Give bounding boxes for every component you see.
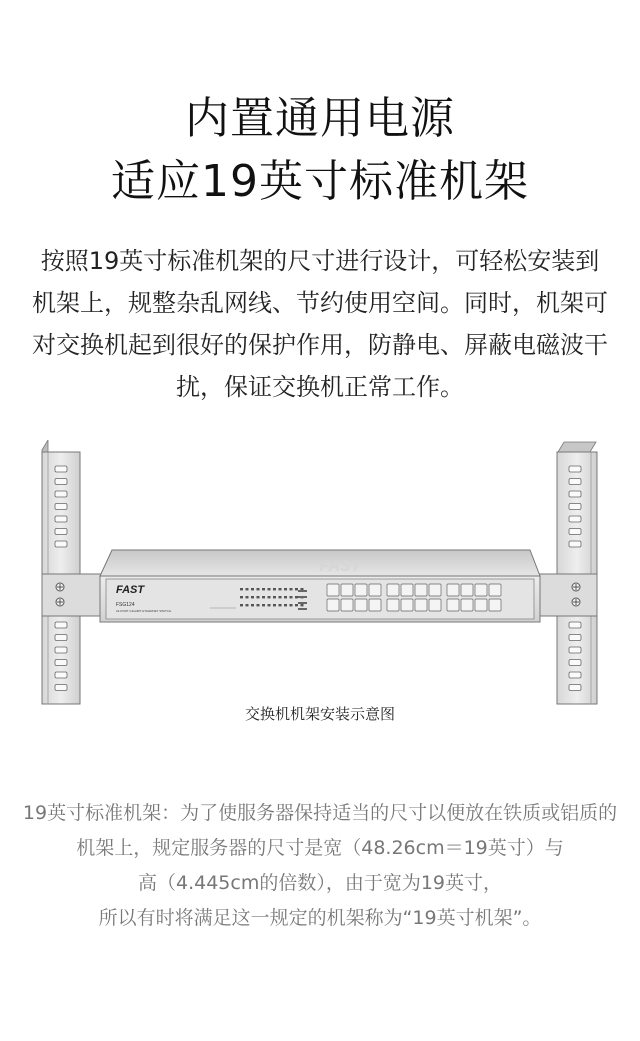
rail-mount-hole <box>55 647 67 653</box>
ethernet-port <box>355 599 367 611</box>
ethernet-port <box>489 584 501 596</box>
status-led <box>268 604 271 606</box>
rail-mount-hole <box>569 504 581 510</box>
status-led <box>251 596 254 598</box>
status-led <box>262 588 265 590</box>
rail-mount-hole <box>569 466 581 472</box>
status-led <box>279 604 282 606</box>
ethernet-port <box>415 584 427 596</box>
rail-mount-hole <box>569 685 581 691</box>
page-title-line1: 内置通用电源 <box>185 93 455 144</box>
ethernet-port <box>461 584 473 596</box>
status-led <box>240 604 243 606</box>
status-led <box>273 588 276 590</box>
status-led <box>290 596 293 598</box>
rail-mount-hole <box>55 491 67 497</box>
switch-brand-logo: FAST <box>116 584 145 596</box>
rail-mount-hole <box>55 622 67 628</box>
status-led <box>301 604 304 606</box>
status-led <box>290 588 293 590</box>
rail-mount-hole <box>55 504 67 510</box>
rail-mount-hole <box>569 622 581 628</box>
ethernet-port <box>489 599 501 611</box>
left-rack-rail <box>42 440 102 704</box>
rail-mount-hole <box>55 660 67 666</box>
diagram-caption: 交换机机架安装示意图 <box>244 705 395 723</box>
status-led <box>295 588 298 590</box>
status-led <box>246 604 249 606</box>
ethernet-port <box>341 599 353 611</box>
rail-mount-hole <box>569 479 581 485</box>
screw-icon <box>56 598 64 606</box>
ethernet-port <box>447 599 459 611</box>
page-title-line2: 适应19英寸标准机架 <box>111 156 529 207</box>
screw-icon <box>56 583 64 591</box>
status-led <box>240 596 243 598</box>
rail-mount-hole <box>569 541 581 547</box>
screw-icon <box>572 598 580 606</box>
rail-mount-hole <box>569 635 581 641</box>
switch-model: FSG124 <box>116 602 135 608</box>
status-led <box>284 588 287 590</box>
status-led <box>295 604 298 606</box>
intro-paragraph: 按照19英寸标准机架的尺寸进行设计，可轻松安装到机架上，规整杂乱网线、节约使用空间。同时，机架可对交换机起到很好的保护作用，防静电、屏蔽电磁波干扰，保证交换机正常工作。 <box>32 247 608 401</box>
status-led <box>295 596 298 598</box>
ethernet-port <box>387 584 399 596</box>
status-led <box>268 588 271 590</box>
status-led <box>298 596 307 598</box>
status-led <box>284 604 287 606</box>
ethernet-port <box>461 599 473 611</box>
rail-mount-hole <box>55 685 67 691</box>
status-led <box>257 604 260 606</box>
status-led <box>298 590 307 592</box>
rack-install-diagram <box>40 440 600 710</box>
rail-mount-hole <box>569 647 581 653</box>
status-led <box>273 596 276 598</box>
rail-mount-hole <box>569 516 581 522</box>
rail-mount-hole <box>569 491 581 497</box>
ethernet-port <box>341 584 353 596</box>
ethernet-port <box>401 599 413 611</box>
switch-top-brand-mark: FAST <box>319 558 361 575</box>
status-led <box>273 604 276 606</box>
ethernet-port <box>429 584 441 596</box>
switch-subtitle: 24-PORT GIGABIT ETHERNET SWITCH <box>116 609 172 613</box>
status-led <box>246 596 249 598</box>
rack-definition-note <box>22 796 618 936</box>
rail-mount-hole <box>55 516 67 522</box>
ethernet-port <box>369 584 381 596</box>
status-led <box>251 604 254 606</box>
status-led <box>298 602 307 604</box>
rail-mount-hole <box>55 479 67 485</box>
status-led <box>246 588 249 590</box>
ethernet-port <box>475 584 487 596</box>
note-line-1: 19英寸标准机架：为了使服务器保持适当的尺寸以便放在铁质或铝质的机架上，规定服务器的尺寸是宽（48.26cm＝19英寸）与 <box>22 802 618 859</box>
status-led <box>279 596 282 598</box>
rail-mount-hole <box>569 660 581 666</box>
status-led <box>257 588 260 590</box>
ethernet-port <box>415 599 427 611</box>
ethernet-port <box>447 584 459 596</box>
ethernet-port <box>369 599 381 611</box>
rail-mount-hole <box>569 672 581 678</box>
rail-mount-hole <box>55 672 67 678</box>
rail-mount-hole <box>55 466 67 472</box>
rail-mount-hole <box>55 529 67 535</box>
screw-icon <box>572 583 580 591</box>
rail-mount-hole <box>55 541 67 547</box>
status-led <box>298 608 307 610</box>
status-led <box>268 596 271 598</box>
status-led <box>251 588 254 590</box>
ethernet-port <box>327 584 339 596</box>
network-switch <box>100 550 540 622</box>
ethernet-port <box>429 599 441 611</box>
status-led <box>262 604 265 606</box>
ethernet-port <box>327 599 339 611</box>
note-line-3: 所以有时将满足这一规定的机架称为“19英寸机架”。 <box>98 907 542 929</box>
ethernet-port <box>475 599 487 611</box>
rail-mount-hole <box>569 529 581 535</box>
status-led <box>262 596 265 598</box>
ethernet-port <box>355 584 367 596</box>
ethernet-port <box>401 584 413 596</box>
rail-mount-hole <box>55 635 67 641</box>
status-led <box>240 588 243 590</box>
status-led <box>284 596 287 598</box>
status-led <box>257 596 260 598</box>
right-rack-rail <box>534 442 597 704</box>
note-line-2: 高（4.445cm的倍数），由于宽为19英寸， <box>137 872 503 894</box>
ethernet-port <box>387 599 399 611</box>
status-led <box>290 604 293 606</box>
status-led <box>279 588 282 590</box>
